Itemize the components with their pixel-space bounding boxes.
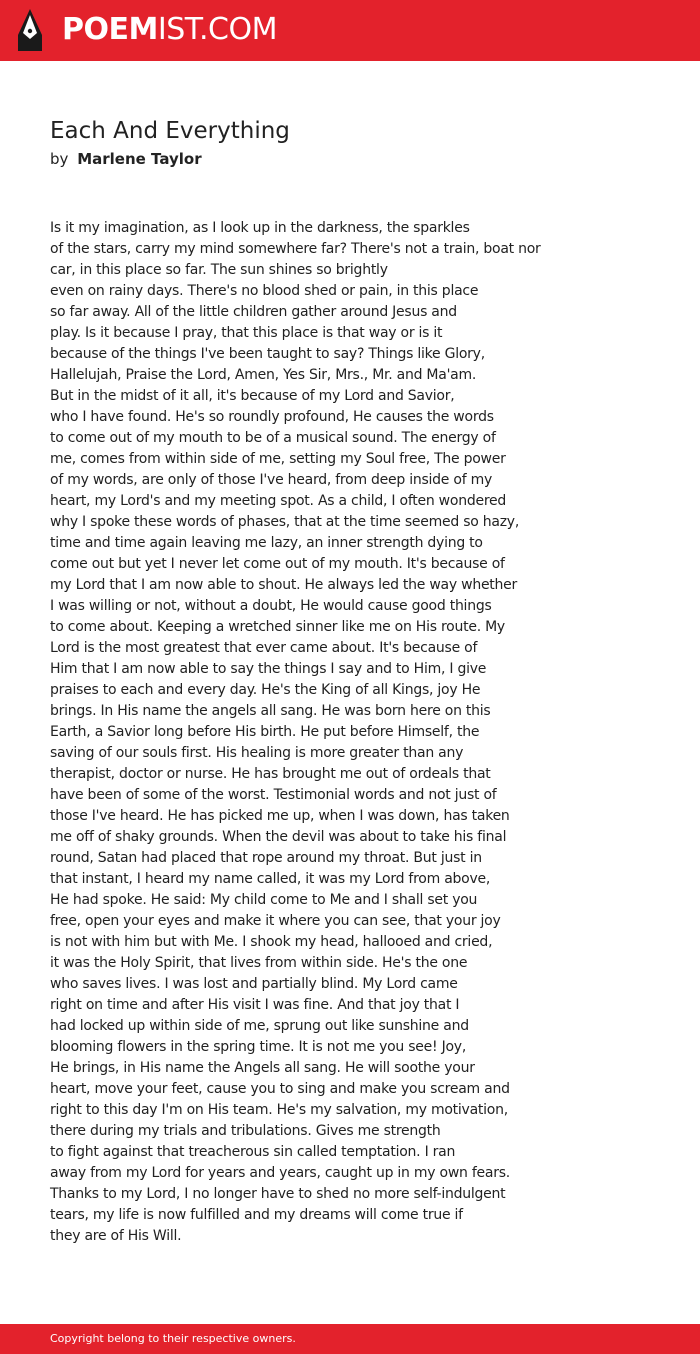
poem-line: brings. In His name the angels all sang. He was born here on this [50, 703, 491, 719]
poem-line: Him that I am now able to say the things I say and to Him, I give [50, 661, 487, 677]
poem-body [50, 218, 670, 1247]
poem-line: who saves lives. I was lost and partially blind. My Lord came [50, 976, 458, 992]
poem-line: to fight against that treacherous sin called temptation. I ran [50, 1144, 456, 1160]
poem-line: so far away. All of the little children gather around Jesus and [50, 304, 457, 320]
site-header [0, 0, 700, 61]
poem-line: He brings, in His name the Angels all sang. He will soothe your [50, 1060, 475, 1076]
poem-line: But in the midst of it all, it's because of my Lord and Savior, [50, 388, 455, 404]
poem-line: it was the Holy Spirit, that lives from within side. He's the one [50, 955, 468, 971]
poem-line: I was willing or not, without a doubt, He would cause good things [50, 598, 492, 614]
poem-line: of my words, are only of those I've heard, from deep inside of my [50, 472, 492, 488]
poem-line: praises to each and every day. He's the King of all Kings, joy He [50, 682, 481, 698]
poem-line: Is it my imagination, as I look up in the darkness, the sparkles [50, 220, 470, 236]
poem-line: they are of His Will. [50, 1228, 182, 1244]
poem-line: car, in this place so far. The sun shines so brightly [50, 262, 388, 278]
poem-line: heart, my Lord's and my meeting spot. As a child, I often wondered [50, 493, 507, 509]
by-label: by [50, 150, 69, 168]
poem-line: there during my trials and tribulations. Gives me strength [50, 1123, 441, 1139]
pen-nib-icon [18, 9, 42, 51]
poem-line: those I've heard. He has picked me up, when I was down, has taken [50, 808, 510, 824]
poem-line: heart, move your feet, cause you to sing and make you scream and [50, 1081, 510, 1097]
poem-line: away from my Lord for years and years, caught up in my own fears. [50, 1165, 510, 1181]
poem-line: therapist, doctor or nurse. He has brought me out of ordeals that [50, 766, 491, 782]
poem-line: play. Is it because I pray, that this place is that way or is it [50, 325, 443, 341]
poem-line: blooming flowers in the spring time. It is not me you see! Joy, [50, 1039, 467, 1055]
poem-line: free, open your eyes and make it where you can see, that your joy [50, 913, 501, 929]
poem-line: is not with him but with Me. I shook my head, hallooed and cried, [50, 934, 493, 950]
poem-line: me off of shaky grounds. When the devil was about to take his final [50, 829, 507, 845]
poem-line: because of the things I've been taught to say? Things like Glory, [50, 346, 485, 362]
poem-line: Lord is the most greatest that ever came about. It's because of [50, 640, 478, 656]
poem-line: my Lord that I am now able to shout. He always led the way whether [50, 577, 518, 593]
poem-line: me, comes from within side of me, setting my Soul free, The power [50, 451, 506, 467]
site-footer [0, 1324, 700, 1354]
poem-line: right on time and after His visit I was fine. And that joy that I [50, 997, 460, 1013]
poem-line: He had spoke. He said: My child come to Me and I shall set you [50, 892, 478, 908]
poem-line: why I spoke these words of phases, that at the time seemed so hazy, [50, 514, 520, 530]
poem-line: that instant, I heard my name called, it was my Lord from above, [50, 871, 491, 887]
poem-line: even on rainy days. There's no blood shed or pain, in this place [50, 283, 479, 299]
poem-line: had locked up within side of me, sprung out like sunshine and [50, 1018, 469, 1034]
poem-line: to come out of my mouth to be of a musical sound. The energy of [50, 430, 496, 446]
logo-text-light: IST.COM [157, 12, 277, 47]
poem-line: round, Satan had placed that rope around my throat. But just in [50, 850, 482, 866]
poem-line: Hallelujah, Praise the Lord, Amen, Yes Sir, Mrs., Mr. and Ma'am. [50, 367, 477, 383]
poem-line: Thanks to my Lord, I no longer have to shed no more self-indulgent [50, 1186, 506, 1202]
poem-line: tears, my life is now fulfilled and my dreams will come true if [50, 1207, 463, 1223]
poem-line: time and time again leaving me lazy, an inner strength dying to [50, 535, 483, 551]
site-logo-link[interactable] [62, 12, 277, 48]
poem-line: of the stars, carry my mind somewhere far? There's not a train, boat nor [50, 241, 541, 257]
poem-byline [50, 148, 202, 170]
poem-line: right to this day I'm on His team. He's my salvation, my motivation, [50, 1102, 508, 1118]
author-name: Marlene Taylor [77, 150, 202, 168]
poem-line: Earth, a Savior long before His birth. He put before Himself, the [50, 724, 480, 740]
poem-line: come out but yet I never let come out of my mouth. It's because of [50, 556, 505, 572]
poem-line: who I have found. He's so roundly profound, He causes the words [50, 409, 494, 425]
poem-line: saving of our souls first. His healing is more greater than any [50, 745, 464, 761]
logo-text-bold: POEM [62, 12, 158, 47]
copyright-text: Copyright belong to their respective owners. [50, 1332, 296, 1345]
poem-line: to come about. Keeping a wretched sinner like me on His route. My [50, 619, 505, 635]
poem-title: Each And Everything [50, 118, 290, 144]
poem-line: have been of some of the worst. Testimonial words and not just of [50, 787, 497, 803]
